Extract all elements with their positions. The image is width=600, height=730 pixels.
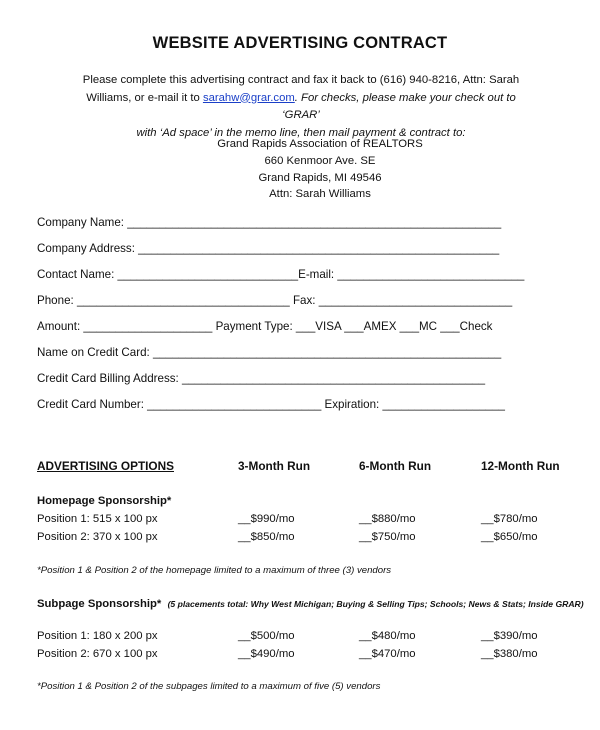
subpage-section-title: Subpage Sponsorship*: [37, 598, 162, 610]
six-month-header: 6-Month Run: [359, 459, 432, 473]
mailing-address: [0, 136, 600, 203]
homepage-pos2-label: Position 2: 370 x 100 px: [37, 531, 158, 543]
contact-email-field[interactable]: Contact Name: ____________________________E-mail: _____________________________: [37, 268, 525, 281]
intro-line-2: [70, 90, 532, 125]
intro-line-3: with ‘Ad space’ in the memo line, then mail payment & contract to:: [136, 126, 466, 139]
card-number-field[interactable]: Credit Card Number: ___________________________ Expiration: ___________________: [37, 398, 505, 411]
subpage-pos1-6mo[interactable]: __$480/mo: [359, 630, 416, 642]
company-address-field[interactable]: Company Address: ________________________________________________________: [37, 242, 500, 255]
homepage-pos1-3mo[interactable]: __$990/mo: [238, 513, 295, 525]
advertising-options-header: ADVERTISING OPTIONS: [37, 459, 174, 473]
three-month-header: 3-Month Run: [238, 459, 311, 473]
homepage-pos1-label: Position 1: 515 x 100 px: [37, 513, 158, 525]
subpage-pos2-12mo[interactable]: __$380/mo: [481, 648, 538, 660]
homepage-pos1-6mo[interactable]: __$880/mo: [359, 513, 416, 525]
subpage-pos1-3mo[interactable]: __$500/mo: [238, 630, 295, 642]
twelve-month-header: 12-Month Run: [481, 459, 560, 473]
name-on-card-field[interactable]: Name on Credit Card: ______________________________________________________: [37, 346, 502, 359]
homepage-note: *Position 1 & Position 2 of the homepage limited to a maximum of three (3) vendors: [37, 565, 392, 576]
email-link[interactable]: sarahw@grar.com: [202, 91, 295, 104]
intro-line-2-text: Williams, or e-mail it to: [86, 91, 203, 104]
homepage-pos2-12mo[interactable]: __$650/mo: [481, 531, 538, 543]
homepage-pos1-12mo[interactable]: __$780/mo: [481, 513, 538, 525]
subpage-pos1-label: Position 1: 180 x 200 px: [37, 630, 158, 642]
address-city: Grand Rapids, MI 49546: [258, 171, 382, 184]
amount-payment-field[interactable]: Amount: ____________________ Payment Type: ___VISA ___AMEX ___MC ___Check: [37, 320, 493, 333]
phone-fax-field[interactable]: Phone: _________________________________ Fax: ______________________________: [37, 294, 513, 307]
address-org: Grand Rapids Association of REALTORS: [217, 138, 423, 150]
company-name-field[interactable]: Company Name: __________________________________________________________: [37, 216, 502, 229]
address-street: 660 Kenmoor Ave. SE: [264, 154, 376, 167]
subpage-pos1-12mo[interactable]: __$390/mo: [481, 630, 538, 642]
contract-title: WEBSITE ADVERTISING CONTRACT: [152, 34, 448, 52]
subpage-note: *Position 1 & Position 2 of the subpages limited to a maximum of five (5) vendors: [37, 681, 381, 692]
subpage-pos2-3mo[interactable]: __$490/mo: [238, 648, 295, 660]
subpage-section-label: [37, 598, 584, 610]
subpage-section-detail: (5 placements total: Why West Michigan; Buying & Selling Tips; Schools; News & Stats; Inside GRAR): [167, 599, 584, 609]
intro-paragraph: [70, 72, 532, 142]
homepage-pos2-3mo[interactable]: __$850/mo: [238, 531, 295, 543]
subpage-pos2-6mo[interactable]: __$470/mo: [359, 648, 416, 660]
homepage-pos2-6mo[interactable]: __$750/mo: [359, 531, 416, 543]
address-attn: Attn: Sarah Williams: [269, 188, 371, 201]
billing-address-field[interactable]: Credit Card Billing Address: _______________________________________________: [37, 372, 486, 385]
intro-line-1: Please complete this advertising contract and fax it back to (616) 940-8216, Attn: Sarah: [82, 74, 520, 86]
homepage-section-label: Homepage Sponsorship*: [37, 495, 172, 507]
intro-line-2-italic: . For checks, please make your check out to ‘GRAR’: [282, 91, 516, 121]
subpage-pos2-label: Position 2: 670 x 100 px: [37, 648, 158, 660]
